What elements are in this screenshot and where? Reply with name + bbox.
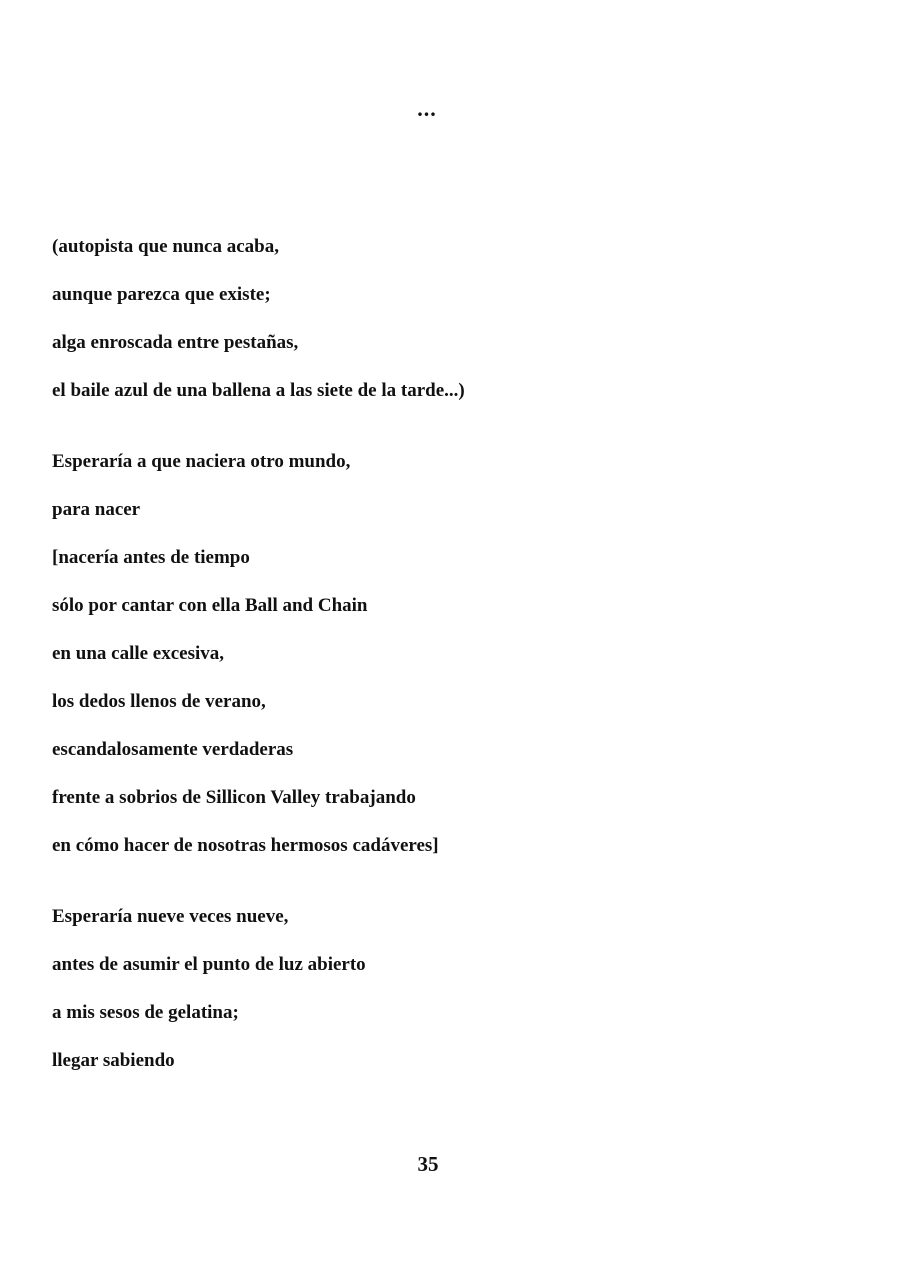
stanza-2	[52, 448, 852, 880]
poem-line: llegar sabiendo	[52, 1050, 175, 1071]
poem-line: antes de asumir el punto de luz abierto	[52, 954, 366, 975]
page-number: 35	[417, 1152, 439, 1176]
poem-line: frente a sobrios de Sillicon Valley trabajando	[52, 787, 416, 808]
poem-line: Esperaría a que naciera otro mundo,	[52, 451, 351, 472]
poem-line: escandalosamente verdaderas	[52, 739, 294, 760]
poem-line: los dedos llenos de verano,	[52, 691, 266, 712]
poem-line: Esperaría nueve veces nueve,	[52, 906, 289, 927]
poem-body	[52, 233, 852, 1095]
poem-line: sólo por cantar con ella Ball and Chain	[52, 595, 368, 616]
stanza-3	[52, 903, 852, 1095]
poem-line: (autopista que nunca acaba,	[52, 236, 279, 257]
poem-line: aunque parezca que existe;	[52, 284, 271, 305]
poem-line: [nacería antes de tiempo	[52, 547, 250, 568]
poem-line: en una calle excesiva,	[52, 643, 225, 664]
poem-line: alga enroscada entre pestañas,	[52, 332, 299, 353]
poem-line: el baile azul de una ballena a las siete de la tarde...)	[52, 380, 465, 401]
poem-line: en cómo hacer de nosotras hermosos cadáveres]	[52, 835, 439, 856]
section-ornament: ...	[417, 96, 437, 121]
poem-line: a mis sesos de gelatina;	[52, 1002, 239, 1023]
poem-line: para nacer	[52, 499, 141, 520]
stanza-1	[52, 233, 852, 425]
